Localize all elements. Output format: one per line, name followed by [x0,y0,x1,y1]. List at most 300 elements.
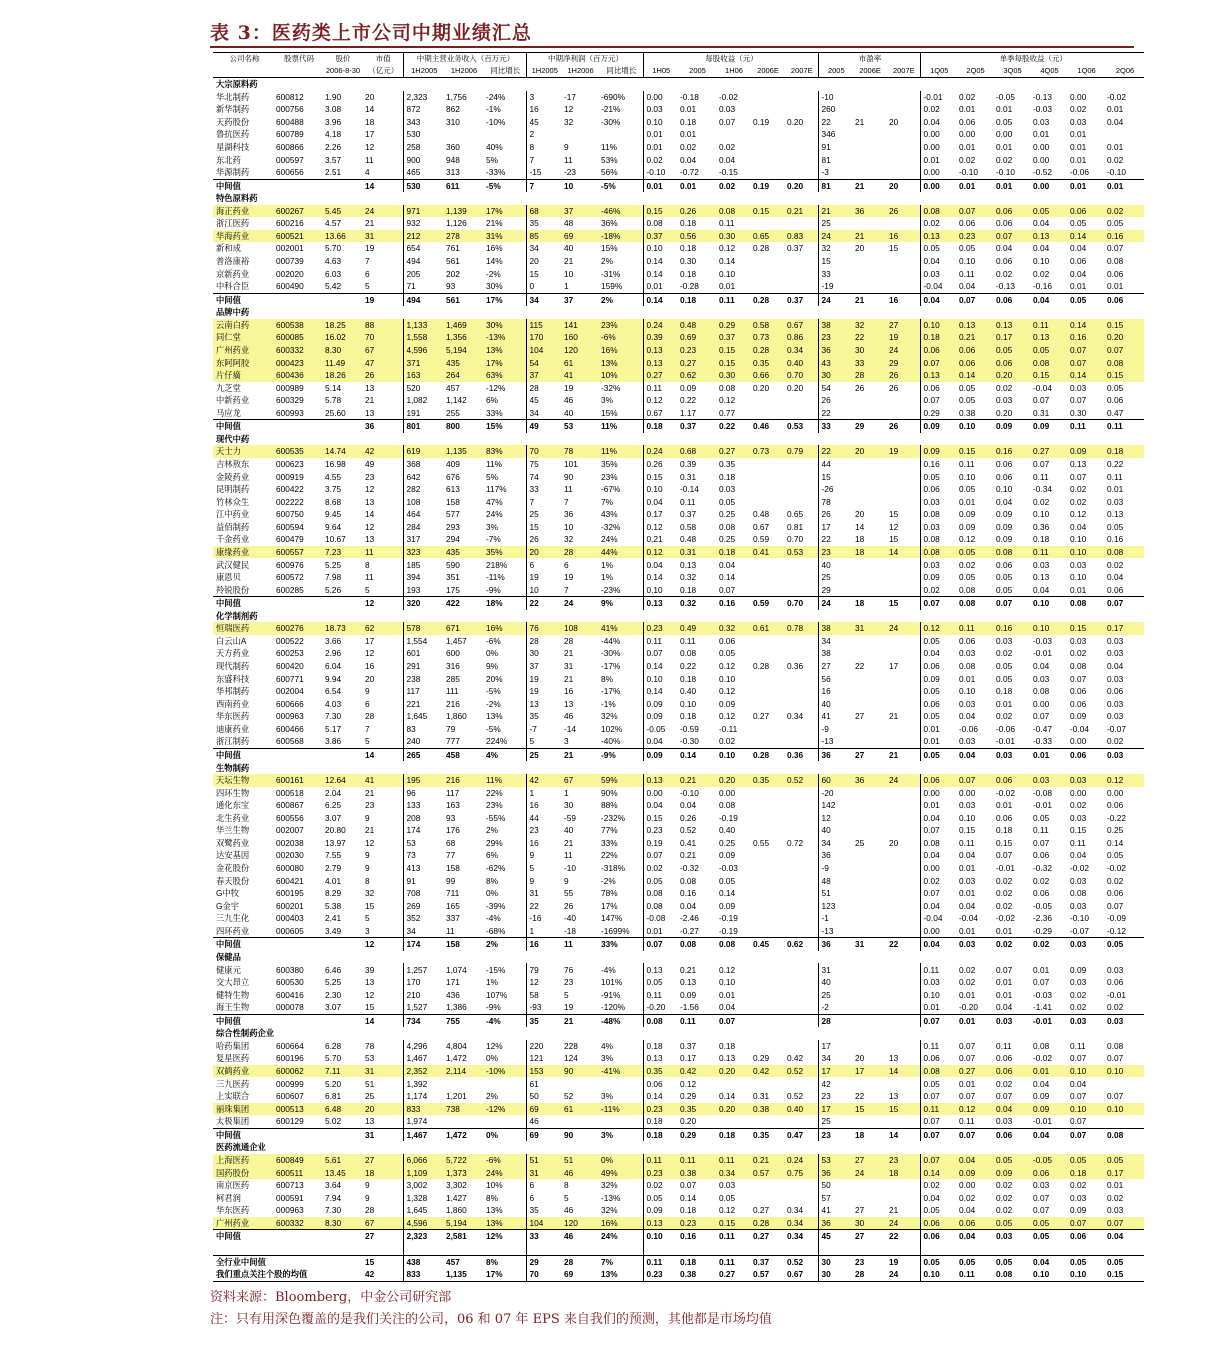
table-cell: 46 [561,1230,598,1243]
table-cell [886,874,920,887]
table-cell: -0.13 [996,281,1015,292]
table-cell: -6% [598,331,643,344]
table-cell: 36 [362,420,403,433]
median-row [213,179,1144,192]
table-row [213,153,1144,166]
table-cell: 613 [446,484,460,495]
stock-code: 600666 [276,698,304,709]
table-cell: -690% [601,91,625,102]
table-cell: 13 [365,382,375,393]
table-cell: 0.09 [993,1166,1030,1179]
table-cell: 70 [526,1268,561,1281]
table-cell: 0.23 [643,622,677,635]
table-cell: 7.30 [325,1205,342,1216]
table-cell [852,963,886,976]
table-cell: 40 [818,824,852,837]
stock-code: 600535 [274,445,322,458]
table-cell: 0.08 [1070,661,1087,671]
table-cell: 13 [889,1091,899,1102]
table-cell: 1,554 [403,635,443,648]
table-cell: -9 [818,723,852,736]
table-cell: 0.07 [920,394,956,407]
table-cell [750,849,784,862]
table-cell: -18 [564,925,576,936]
table-cell: 676 [446,471,460,482]
table-cell: 16 [886,230,920,243]
table-cell: 0.07 [1070,395,1087,406]
stock-code: 600789 [276,129,304,140]
table-cell: -2% [486,268,501,279]
table-cell: 317 [403,533,443,546]
table-cell: 0.05 [1070,218,1087,229]
table-cell: 0.04 [1033,1078,1050,1089]
table-cell: 0.02 [1107,559,1124,570]
table-cell [852,685,886,698]
table-cell: 0.07 [996,850,1013,861]
table-cell: 4.55 [325,471,342,482]
company-name: 天士力 [213,445,274,458]
table-cell: -0.11 [719,723,738,734]
table-cell: 28 [818,1014,852,1027]
table-cell: 0.18 [680,243,697,254]
table-cell: 0.16 [993,445,1030,458]
company-name: 康恩贝 [216,572,241,583]
table-cell: 31 [526,1166,561,1179]
table-cell: 0.05 [993,1217,1030,1230]
table-cell: 0.11 [643,382,677,395]
stock-code: 600332 [274,1217,322,1230]
table-cell: 24 [886,774,920,787]
table-cell: 0.18 [680,1205,697,1216]
table-cell: 284 [403,521,443,534]
stock-code: 600329 [276,395,304,406]
table-cell: 0.09 [920,420,956,433]
table-cell [886,1077,920,1090]
table-cell: 18.26 [322,369,362,382]
table-cell: 0.05 [719,875,736,886]
column-header: 3Q05 [993,65,1030,78]
table-cell: 0.05 [1067,293,1104,306]
empty-cell [1030,1243,1067,1256]
table-cell: -46% [598,205,643,218]
table-cell: 0.07 [1104,1217,1144,1230]
table-row [213,103,1144,116]
table-cell: 0.15 [1070,825,1087,836]
table-cell: -0.30 [680,736,699,747]
table-cell: 2.41 [325,913,342,924]
table-cell: 174 [403,938,443,951]
table-cell: 36% [601,218,618,229]
table-cell: 28 [564,635,574,646]
table-cell: 26 [886,420,920,433]
table-cell [322,938,362,951]
table-cell: 0.04 [956,748,993,761]
median-row [213,938,1144,951]
table-cell: 0.12 [643,521,677,534]
table-cell: 0.37 [784,293,818,306]
table-cell: 0.70 [784,597,818,610]
table-cell: 0.25 [719,837,736,848]
company-name: 华邦制药 [216,686,250,697]
table-cell: 0.03 [1107,673,1124,684]
table-cell: -5% [598,179,643,192]
table-cell: 50 [526,1090,561,1103]
table-cell: -0.05 [1030,1154,1067,1167]
table-cell: 0.04 [1030,1255,1067,1268]
table-cell: 33 [526,1230,561,1243]
table-cell: 1.17 [680,407,697,418]
empty-cell [1104,1243,1144,1256]
table-cell: 0.03 [1070,875,1087,886]
table-cell: 8% [601,673,613,684]
table-cell: 20 [889,837,899,848]
company-name: 东北药 [216,154,241,165]
table-cell: 7.94 [325,1192,342,1203]
table-cell [886,470,920,483]
table-cell: 0.37 [680,1040,697,1051]
table-cell: 0.04 [1070,268,1087,279]
table-cell [852,470,886,483]
table-cell: 0.01 [996,925,1013,936]
table-cell: 0.02 [1107,154,1124,165]
table-cell: 0.10 [959,471,976,482]
table-cell: 0.01 [956,179,993,192]
table-cell [750,153,784,166]
table-cell: 19 [886,331,920,344]
company-name: 恒瑞医药 [213,622,274,635]
table-cell: 0.15 [956,445,993,458]
table-cell: 0.45 [750,938,784,951]
table-cell: 0.02 [959,1192,976,1203]
table-cell: 0.10 [1033,256,1050,266]
table-cell: 0.21 [956,331,993,344]
table-cell: 0.04 [920,293,956,306]
table-cell [784,698,818,711]
table-cell: 0.72 [787,837,804,848]
table-cell: 0.01 [643,280,677,293]
header-group-cell: 市值 [362,53,403,66]
company-name: 金陵药业 [216,471,250,482]
table-cell: 0.01 [1107,141,1124,152]
table-cell: 79 [526,963,561,976]
table-cell: 0.22 [716,420,750,433]
table-cell: 22 [526,900,561,913]
table-cell: 45 [526,394,561,407]
table-cell [784,976,818,989]
company-name: 中间值 [213,179,274,192]
stock-code: 600421 [276,875,304,886]
table-cell: 36 [852,205,886,218]
table-cell: 7.98 [325,572,342,583]
table-cell: 0.07 [959,1053,976,1064]
table-cell: 8.30 [322,1217,362,1230]
table-cell [886,280,920,293]
table-cell: 0.02 [996,1180,1013,1191]
table-cell: 0.01 [996,989,1013,1000]
table-cell: 0.05 [1033,812,1050,823]
table-row [213,483,1144,496]
table-cell: 0.01 [719,989,736,1000]
table-cell: 0.06 [1033,888,1050,899]
table-cell [750,1115,784,1128]
table-cell: 0.02 [996,900,1013,911]
company-name: 海王生物 [216,1002,250,1013]
table-cell: 0.03 [920,976,956,989]
stock-code: 600488 [276,116,304,127]
table-cell: 0.03 [1070,382,1087,393]
table-cell: 0.09 [996,534,1013,545]
table-cell: 457 [443,1255,483,1268]
table-cell: 6.25 [325,800,342,811]
table-cell [750,584,784,597]
table-cell [750,1192,784,1205]
table-cell: 0.05 [1030,1230,1067,1243]
table-cell: 19 [365,243,375,254]
table-cell: 25 [526,508,561,521]
table-cell: 28 [365,1205,375,1216]
table-cell: 0.10 [680,698,697,709]
table-cell: 0.08 [716,938,750,951]
table-cell: -0.19 [719,913,738,924]
table-cell: 33 [818,267,852,280]
table-cell: 0.01 [643,179,677,192]
table-cell: 6.04 [325,661,342,671]
table-cell: 7 [526,179,561,192]
table-row [213,862,1144,875]
table-cell: 0.05 [920,1204,956,1217]
table-cell [784,874,818,887]
table-cell: 18 [852,1128,886,1141]
table-cell: 19 [564,382,574,393]
table-cell: 0.00 [1033,154,1050,165]
table-cell: 0.34 [787,1205,804,1216]
table-cell: -1% [601,698,616,709]
table-cell: 12% [483,1230,526,1243]
table-cell: 0.12 [719,395,736,406]
table-cell: 28 [561,546,598,559]
table-cell [443,128,483,141]
column-header: 4Q05 [1030,65,1067,78]
table-cell [784,280,818,293]
table-cell: 88 [362,319,403,332]
table-cell: 282 [403,483,443,496]
table-cell: -0.22 [1107,812,1126,823]
table-cell: 0.06 [1030,1166,1067,1179]
table-cell: 0.05 [920,1077,956,1090]
table-cell: 3% [601,1053,613,1064]
table-cell: 494 [403,293,443,306]
table-cell: 41 [561,369,598,382]
table-cell: 8.68 [325,496,342,507]
table-cell: 0.13 [1070,459,1087,469]
stock-code: 600216 [276,218,304,229]
table-cell: 0.14 [643,1090,677,1103]
table-row [213,660,1144,673]
table-cell: 0.05 [996,584,1013,595]
table-cell: 0.23 [643,1103,677,1116]
table-cell: 654 [403,242,443,255]
table-cell: 17 [889,661,899,671]
table-row-highlighted [213,205,1144,218]
table-cell: 15% [601,243,618,254]
table-cell: 0.08 [680,648,697,659]
table-cell: 0.10 [1067,546,1104,559]
table-cell: 23 [564,977,574,988]
table-cell: 20% [486,673,503,684]
table-cell: -59 [564,812,576,823]
table-cell: 0.79 [784,445,818,458]
table-cell: 0.41 [750,546,784,559]
table-cell: 53 [561,420,598,433]
table-cell: 13% [598,1268,643,1281]
table-cell: 0.40 [680,686,697,697]
table-cell: 0.06 [993,1065,1030,1078]
table-cell: 0.08 [920,533,956,546]
table-cell [852,735,886,748]
table-cell: 0.26 [680,812,697,823]
table-cell: 51 [526,1154,561,1167]
table-cell: 0.10 [920,1268,956,1281]
table-cell: 0% [486,648,498,659]
table-cell [852,799,886,812]
table-cell: 0.10 [959,256,976,266]
stock-code: 600656 [276,167,304,178]
stock-code: 002004 [276,686,304,697]
column-header: 1H05 [643,65,677,78]
table-cell: 310 [446,116,460,127]
table-cell: 7 [564,584,569,595]
table-cell: -0.01 [1033,648,1052,659]
table-cell: 0.67 [784,1268,818,1281]
table-cell: 3 [365,925,370,936]
table-cell: 0.10 [719,673,736,684]
table-cell: 0.05 [959,572,976,583]
table-cell [322,420,362,433]
section-title: 综合性制药企业 [216,1028,275,1039]
table-cell: 833 [403,1103,443,1116]
table-cell: 121 [526,1052,561,1065]
table-cell: 28 [852,1268,886,1281]
table-cell: 0.02 [920,217,956,230]
table-cell: 29 [886,356,920,369]
table-cell: 0.15 [643,205,677,218]
table-cell [750,394,784,407]
table-cell: 22 [886,938,920,951]
table-cell: 16 [526,938,561,951]
company-name: 星湖科技 [216,141,250,152]
table-cell: 0.06 [643,1077,677,1090]
table-cell: 0.12 [719,964,736,975]
table-cell: 0.24 [643,319,677,332]
table-cell: 0.02 [959,154,976,165]
table-cell: 0% [486,888,498,899]
company-name: 广州药业 [213,344,274,357]
table-cell: -0.01 [1107,989,1126,1000]
table-cell: 3.07 [325,1002,342,1013]
table-cell [886,963,920,976]
section-header-row [213,610,1144,623]
table-cell: 0.83 [784,230,818,243]
column-header: 1H2005 [526,65,561,78]
table-cell [886,217,920,230]
table-cell: 51 [818,887,852,900]
table-cell: -0.03 [1033,635,1052,646]
company-name: 天药股份 [216,116,250,127]
table-cell [886,407,920,420]
table-cell: 0.15 [1104,369,1144,382]
table-cell: 0.42 [677,1065,716,1078]
table-cell: 90 [561,1128,598,1141]
table-cell: 24 [818,293,852,306]
table-cell: 73 [403,849,443,862]
table-cell: -7% [486,534,501,545]
table-cell: -44% [601,635,621,646]
table-cell: 27 [818,660,852,673]
table-cell: 0.05 [1030,1217,1067,1230]
table-cell: 0.04 [1030,293,1067,306]
table-cell: 1,174 [403,1090,443,1103]
company-name: 全行业中间值 [213,1255,274,1268]
table-cell: 0.18 [719,1040,736,1051]
table-cell [852,787,886,800]
table-cell: 0.14 [643,660,677,673]
table-cell: 291 [403,660,443,673]
table-cell [750,267,784,280]
table-cell: 0.01 [677,179,716,192]
table-cell: 0.37 [680,509,697,520]
table-cell: 102% [601,723,623,734]
table-cell: 0.10 [956,420,993,433]
stock-code: 600085 [274,331,322,344]
table-cell: 7% [601,496,613,507]
table-cell: 0.01 [1067,179,1104,192]
table-cell: 8% [483,1255,526,1268]
table-cell [886,849,920,862]
table-cell: -10 [564,863,576,873]
table-cell: 21 [365,825,375,836]
table-cell: 0.08 [719,800,736,811]
company-name: 上实联合 [216,1091,250,1102]
table-cell [561,1115,598,1128]
table-cell: -1% [486,104,501,115]
table-cell: 1,860 [446,1205,467,1216]
stock-code: 600866 [276,141,304,152]
table-cell: 19 [526,571,561,584]
table-cell [852,1192,886,1205]
table-cell: 35 [526,1204,561,1217]
table-cell: 104 [526,1217,561,1230]
table-cell: 0.06 [1107,800,1124,811]
table-cell [784,735,818,748]
table-cell [750,862,784,875]
table-cell: 3.07 [325,812,342,823]
table-cell: 7 [526,153,561,166]
table-cell: -0.10 [643,166,677,179]
stock-code: 600436 [274,369,322,382]
table-cell: 21 [365,787,375,798]
table-cell [852,1115,886,1128]
table-cell: 0.09 [1030,420,1067,433]
table-cell: 216 [443,774,483,787]
table-cell: 0.01 [1030,1065,1067,1078]
table-cell: 18% [483,597,526,610]
table-cell: 58 [526,989,561,1002]
table-cell: 1,142 [446,395,467,406]
table-cell: 0.58 [680,521,697,532]
table-cell: -14 [564,723,576,734]
table-cell: 5% [486,471,498,482]
company-name: 中间值 [213,420,274,433]
